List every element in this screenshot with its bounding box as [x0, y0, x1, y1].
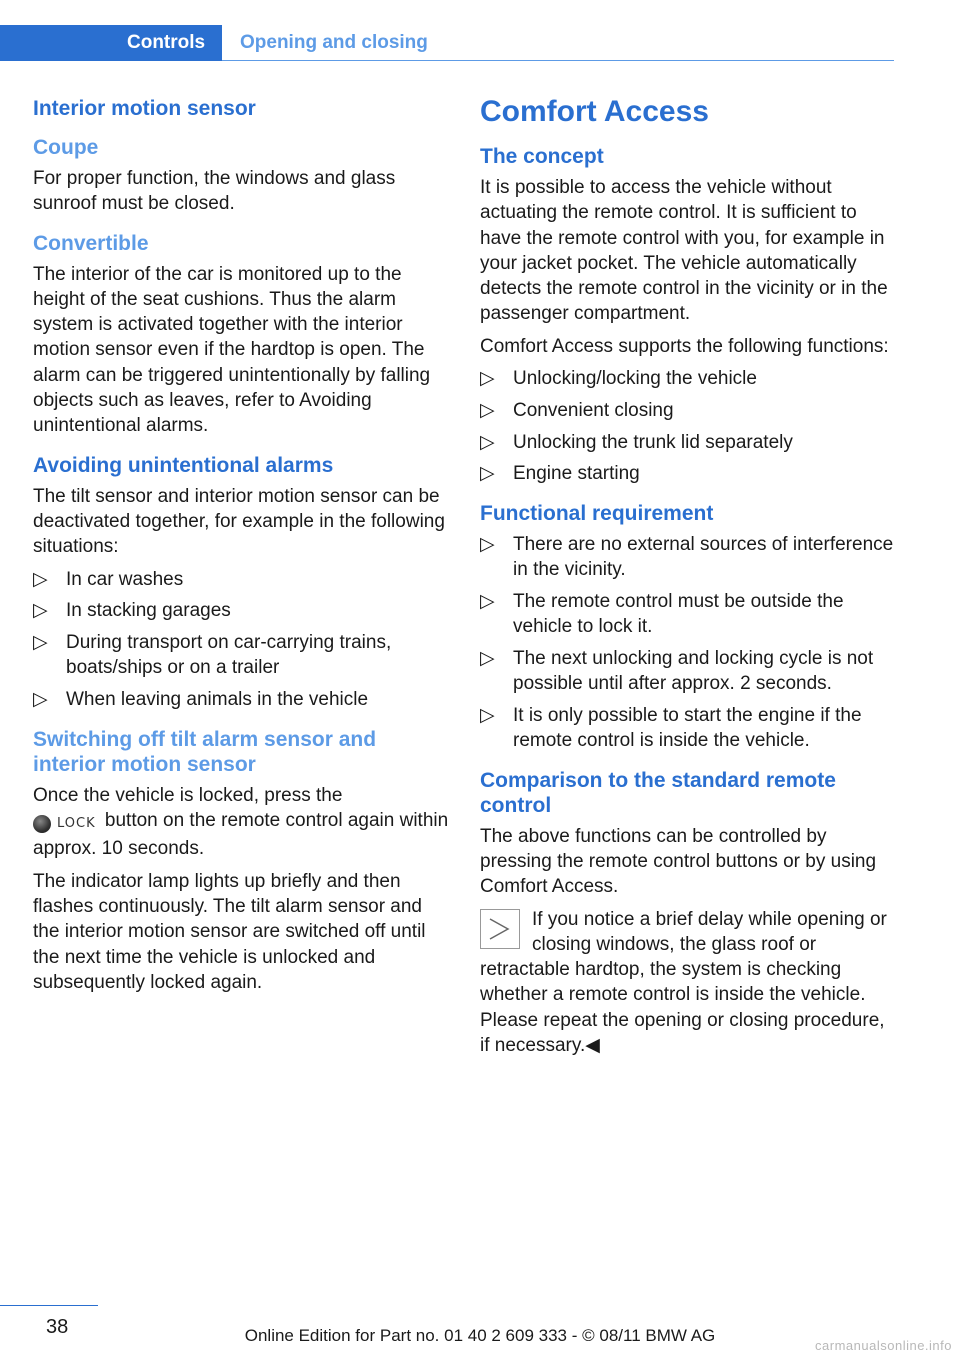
subheading-functional-requirement: Functional requirement	[480, 501, 714, 525]
notice-triangle-icon	[480, 909, 520, 949]
bullet-triangle-icon: ▷	[480, 368, 495, 390]
list-item: ▷ In stacking garages	[33, 598, 453, 623]
section-title-interior-motion-sensor: Interior motion sensor	[33, 97, 256, 120]
subheading-switching-off: Switching off tilt alarm sensor and interior motion sensor	[33, 727, 377, 776]
paragraph-notice: If you notice a brief delay while opening or closing windows, the glass roof or retractable hardtop, the system is checking whether a remote control is inside the vehicle. Please repeat the opening or closing procedure, if necessary.◀	[480, 908, 887, 1057]
bullet-triangle-icon: ▷	[480, 590, 495, 612]
list-requirements	[480, 532, 894, 754]
section-title-avoiding-alarms: Avoiding unintentional alarms	[33, 453, 334, 477]
list-item: ▷ In car washes	[33, 567, 453, 592]
list-avoiding-situations	[33, 567, 453, 713]
bullet-triangle-icon: ▷	[33, 632, 48, 654]
left-column	[33, 94, 453, 1002]
list-functions	[480, 366, 894, 487]
list-item: ▷ Engine starting	[480, 461, 894, 486]
page-number: 38	[46, 1316, 69, 1338]
bullet-triangle-icon: ▷	[33, 568, 48, 590]
paragraph-coupe: For proper function, the windows and glass sunroof must be closed.	[33, 168, 396, 215]
notice-block	[480, 907, 894, 1059]
list-item: ▷ The next unlocking and locking cycle is not possible until after approx. 2 seconds.	[480, 647, 874, 695]
bullet-triangle-icon: ▷	[480, 705, 495, 727]
subheading-convertible: Convertible	[33, 231, 149, 255]
page-title-comfort-access: Comfort Access	[480, 95, 709, 128]
list-item: ▷ When leaving animals in the vehicle	[33, 687, 453, 712]
bullet-triangle-icon: ▷	[33, 689, 48, 711]
paragraph-switching-1: Once the vehicle is locked, press the LOCK button on the remote control again within approx. 10 seconds.	[33, 784, 449, 860]
list-item: ▷ Unlocking the trunk lid separately	[480, 430, 894, 455]
subheading-coupe: Coupe	[33, 136, 99, 159]
list-item: ▷ Convenient closing	[480, 398, 894, 423]
list-item: ▷ Unlocking/locking the vehicle	[480, 366, 894, 391]
bullet-triangle-icon: ▷	[480, 463, 495, 485]
paragraph-convertible: The interior of the car is monitored up to the height of the seat cushions. Thus the alarm system is activated together with the interior motion sensor even if the hardtop is open. The alarm can be triggered unintentionally by falling objects such as leaves, refer to Avoiding unintentional alarms.	[33, 263, 431, 437]
list-item: ▷ During transport on car-carrying trains, boats/ships or on a trailer	[33, 632, 392, 679]
list-item: ▷ There are no external sources of interference in the vicinity.	[480, 533, 894, 581]
page-number-rule	[0, 1305, 98, 1306]
end-mark-icon: ◀	[585, 1035, 600, 1057]
subheading-concept: The concept	[480, 145, 604, 168]
paragraph-concept-functions: Comfort Access supports the following functions:	[480, 335, 889, 357]
header-rule	[222, 60, 894, 61]
paragraph-concept: It is possible to access the vehicle without actuating the remote control. It is sufficient to have the remote control with you, for example in your jacket pocket. The vehicle automatically detects the remote control in the vicinity or in the passenger compartment.	[480, 177, 888, 325]
list-item: ▷ It is only possible to start the engine if the remote control is inside the vehicle.	[480, 705, 862, 752]
paragraph-avoiding: The tilt sensor and interior motion sensor can be deactivated together, for example in the following situations:	[33, 485, 445, 558]
bullet-triangle-icon: ▷	[480, 399, 495, 421]
watermark: carmanualsonline.info	[815, 1338, 952, 1353]
paragraph-switching-2: The indicator lamp lights up briefly and then flashes continuously. The tilt alarm sensor and the interior motion sensor are switched off until the next time the vehicle is unlocked and subsequently locked again.	[33, 870, 426, 993]
header-section-tab: Controls	[0, 25, 222, 61]
subheading-comparison: Comparison to the standard remote control	[480, 768, 836, 817]
paragraph-comparison: The above functions can be controlled by pressing the remote control buttons or by using Comfort Access.	[480, 825, 877, 898]
bullet-triangle-icon: ▷	[480, 533, 495, 555]
bullet-triangle-icon: ▷	[480, 431, 495, 453]
right-column	[480, 94, 894, 1065]
lock-button-icon: LOCK	[33, 811, 96, 837]
header-chapter-title: Opening and closing	[240, 32, 428, 53]
bullet-triangle-icon: ▷	[33, 600, 48, 622]
bullet-triangle-icon: ▷	[480, 647, 495, 669]
footer-edition: Online Edition for Part no. 01 40 2 609 333 - © 08/11 BMW AG	[244, 1326, 716, 1345]
list-item: ▷ The remote control must be outside the vehicle to lock it.	[480, 590, 844, 638]
